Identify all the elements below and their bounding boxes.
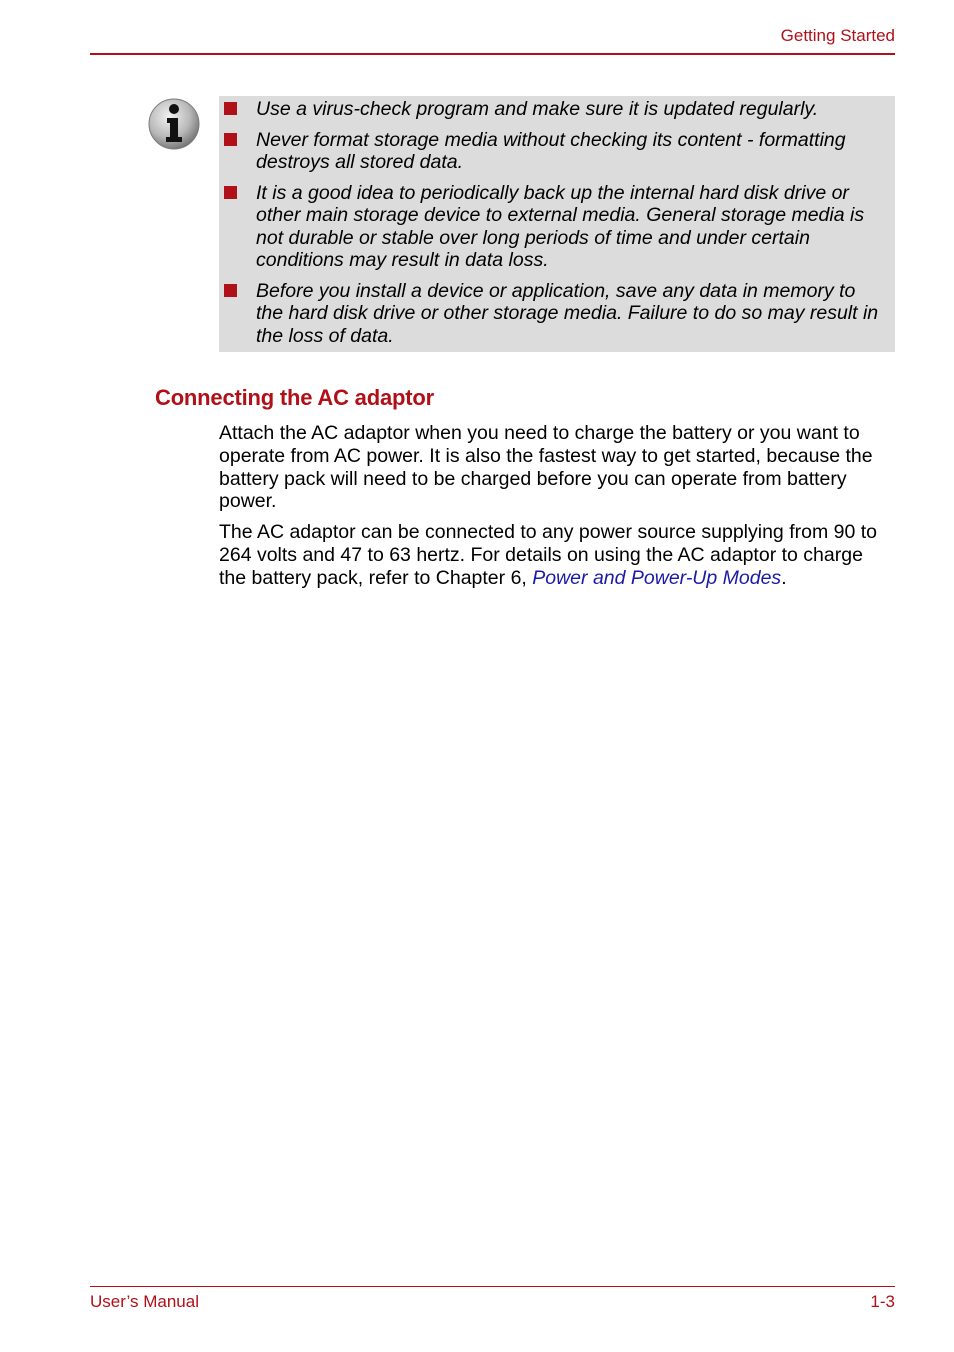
note-item <box>224 182 887 272</box>
note-item <box>224 280 887 348</box>
note-item-text: Use a virus-check program and make sure it is updated regularly. <box>256 98 819 120</box>
paragraph-text: The AC adaptor can be connected to any power source supplying from 90 to 264 volts and 47 to 63 hertz. For details on using the AC adaptor to charge the battery pack, refer to Chapter 6, <box>219 521 877 589</box>
note-item <box>224 129 887 174</box>
paragraph <box>219 521 895 589</box>
note-item-text: Before you install a device or application, save any data in memory to the hard disk drive or other storage media. Failure to do so may result in the loss of data. <box>256 279 879 347</box>
paragraph-text: . <box>781 566 787 589</box>
paragraph: Attach the AC adaptor when you need to charge the battery or you want to operate from AC power. It is also the fastest way to get started, because the battery pack will need to be charged before you can operate from battery power. <box>219 422 873 513</box>
cross-reference-link[interactable]: Power and Power-Up Modes <box>532 566 782 589</box>
manual-name: User’s Manual <box>90 1292 199 1311</box>
note-item-text: It is a good idea to periodically back up the internal hard disk drive or other main storage device to external media. General storage media is not durable or stable over long periods of time and under certain conditions may result in data loss. <box>256 181 865 271</box>
note-item-text: Never format storage media without checking its content - formatting destroys all stored data. <box>256 128 846 173</box>
section-body <box>219 422 895 598</box>
footer-rule <box>90 1286 895 1287</box>
note-item <box>224 98 887 121</box>
note-box <box>219 96 895 352</box>
section-title: Connecting the AC adaptor <box>155 385 434 410</box>
header-rule <box>90 53 895 55</box>
note-list <box>224 98 887 347</box>
info-icon <box>147 97 201 151</box>
square-bullet-icon <box>224 133 237 146</box>
page-number: 1-3 <box>870 1292 895 1311</box>
square-bullet-icon <box>224 102 237 115</box>
chapter-title: Getting Started <box>780 26 895 45</box>
square-bullet-icon <box>224 284 237 297</box>
square-bullet-icon <box>224 186 237 199</box>
